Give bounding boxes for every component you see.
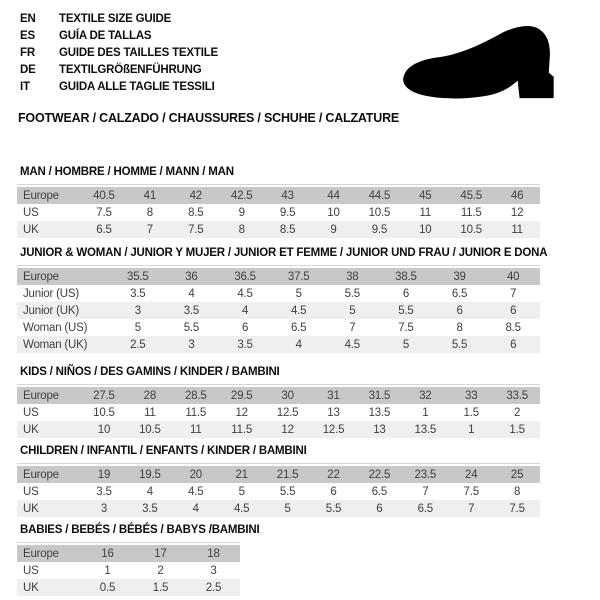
- size-value-cell: 6: [241, 321, 249, 334]
- size-value-cell: 18: [207, 547, 220, 560]
- size-value-cell: 43: [281, 189, 294, 202]
- table-row: [17, 285, 540, 302]
- size-value-cell: 4.5: [233, 502, 250, 515]
- size-value-cell: 44.5: [368, 189, 391, 202]
- size-value-cell: 1: [422, 406, 429, 419]
- size-value-cell: 6.5: [290, 321, 307, 334]
- size-value-cell: 46: [510, 189, 524, 202]
- size-value-cell: 12.5: [276, 406, 299, 419]
- row-label-cell: UK: [23, 502, 39, 515]
- size-value-cell: 32: [419, 389, 432, 402]
- size-value-cell: 5: [402, 338, 410, 351]
- size-value-cell: 4: [188, 287, 195, 300]
- row-label-cell: US: [23, 206, 39, 219]
- size-value-cell: 7.5: [509, 502, 525, 515]
- size-value-cell: 5.5: [344, 287, 360, 300]
- size-value-cell: 6: [456, 304, 463, 317]
- size-value-cell: 6.5: [417, 502, 433, 515]
- size-value-cell: 1: [468, 423, 475, 436]
- size-value-cell: 30: [281, 389, 294, 402]
- size-value-cell: 0.5: [99, 581, 116, 594]
- language-title: GUIDA ALLE TAGLIE TESSILI: [59, 81, 215, 94]
- row-label-cell: UK: [23, 581, 39, 594]
- size-value-cell: 24: [465, 468, 478, 481]
- section-title: KIDS / NIÑOS / DES GAMINS / KINDER / BAMBINI: [20, 366, 280, 378]
- table-row: [17, 336, 540, 353]
- size-value-cell: 10.5: [139, 423, 161, 436]
- size-value-cell: 7: [349, 321, 356, 334]
- size-value-cell: 35.5: [127, 270, 149, 283]
- table-row: [17, 221, 540, 238]
- size-value-cell: 5.5: [325, 502, 342, 515]
- language-row-en: [20, 10, 218, 27]
- size-value-cell: 8.5: [188, 206, 204, 219]
- size-value-cell: 2.5: [205, 581, 222, 594]
- row-label-cell: Woman (US): [23, 321, 88, 334]
- size-value-cell: 11: [189, 423, 202, 436]
- size-value-cell: 4.5: [290, 304, 307, 317]
- language-code: FR: [20, 46, 35, 59]
- size-value-cell: 23.5: [414, 468, 437, 481]
- size-value-cell: 7.5: [398, 321, 414, 334]
- size-value-cell: 22: [327, 468, 340, 481]
- size-value-cell: 5: [349, 304, 356, 317]
- language-title-list: [20, 10, 218, 96]
- row-label-cell: Europe: [23, 547, 59, 560]
- table-row: [17, 466, 540, 483]
- size-value-cell: 28.5: [184, 389, 207, 402]
- size-value-cell: 19.5: [139, 468, 161, 481]
- size-value-cell: 4: [295, 338, 302, 351]
- size-value-cell: 6: [510, 338, 517, 351]
- table-row: [17, 545, 240, 562]
- language-row-it: [20, 79, 218, 96]
- language-code: ES: [20, 29, 35, 42]
- language-code: IT: [20, 81, 30, 94]
- size-value-cell: 9.5: [279, 206, 296, 219]
- row-label-cell: Junior (UK): [23, 304, 79, 317]
- table-row: [17, 500, 540, 517]
- language-row-fr: [20, 44, 218, 61]
- size-value-cell: 7: [468, 502, 475, 515]
- section-title: JUNIOR & WOMAN / JUNIOR Y MUJER / JUNIOR ET FEMME / JUNIOR UND FRAU / JUNIOR E DONA: [20, 247, 548, 259]
- size-value-cell: 13: [373, 423, 386, 436]
- size-value-cell: 3.5: [96, 485, 112, 498]
- row-label-cell: US: [23, 564, 39, 577]
- size-value-cell: 8: [146, 206, 153, 219]
- size-value-cell: 7.5: [188, 223, 204, 236]
- table-row: [17, 204, 540, 221]
- size-value-cell: 7.5: [463, 485, 479, 498]
- size-value-cell: 7.5: [96, 206, 112, 219]
- size-value-cell: 11.5: [231, 423, 253, 436]
- size-value-cell: 40: [506, 270, 520, 283]
- size-value-cell: 31: [327, 389, 340, 402]
- size-value-cell: 5: [238, 485, 245, 498]
- size-value-cell: 36: [185, 270, 198, 283]
- category-title: FOOTWEAR / CALZADO / CHAUSSURES / SCHUHE / CALZATURE: [18, 111, 400, 125]
- size-table-babies: [17, 542, 240, 596]
- size-value-cell: 11.5: [460, 206, 482, 219]
- size-value-cell: 20: [189, 468, 202, 481]
- size-value-cell: 13: [327, 406, 340, 419]
- size-value-cell: 9: [330, 223, 337, 236]
- table-row: [17, 319, 540, 336]
- language-title: TEXTILGRÖßENFÜHRUNG: [59, 64, 202, 77]
- size-value-cell: 10.5: [460, 223, 482, 236]
- size-value-cell: 3.5: [142, 502, 158, 515]
- row-label-cell: UK: [23, 223, 39, 236]
- size-value-cell: 12: [235, 406, 248, 419]
- size-value-cell: 21.5: [276, 468, 299, 481]
- row-label-cell: UK: [23, 423, 39, 436]
- size-section-babies: [17, 524, 259, 596]
- size-value-cell: 9.5: [371, 223, 388, 236]
- size-value-cell: 1.5: [152, 581, 169, 594]
- row-label-cell: Europe: [23, 389, 59, 402]
- size-value-cell: 27.5: [93, 389, 115, 402]
- size-value-cell: 3: [188, 338, 195, 351]
- language-title: GUIDE DES TAILLES TEXTILE: [59, 46, 218, 59]
- size-value-cell: 38.5: [395, 270, 417, 283]
- language-row-de: [20, 62, 218, 79]
- table-row: [17, 187, 540, 204]
- size-section-kids: [17, 366, 540, 438]
- size-value-cell: 12: [281, 423, 294, 436]
- size-section-man: [17, 166, 540, 238]
- size-value-cell: 31.5: [368, 389, 391, 402]
- size-value-cell: 41: [143, 189, 157, 202]
- size-value-cell: 4: [192, 502, 199, 515]
- size-value-cell: 5: [284, 502, 291, 515]
- size-value-cell: 5.5: [279, 485, 296, 498]
- size-section-junior: [17, 247, 547, 353]
- size-value-cell: 22.5: [368, 468, 391, 481]
- size-value-cell: 3: [134, 304, 141, 317]
- row-label-cell: Europe: [23, 468, 59, 481]
- size-value-cell: 8.5: [279, 223, 296, 236]
- size-value-cell: 3.5: [130, 287, 146, 300]
- size-value-cell: 5.5: [451, 338, 468, 351]
- size-value-cell: 33.5: [506, 389, 528, 402]
- size-value-cell: 4.5: [344, 338, 360, 351]
- size-value-cell: 1: [104, 564, 111, 577]
- row-label-cell: US: [23, 485, 39, 498]
- row-label-cell: Europe: [23, 270, 59, 283]
- size-value-cell: 11: [419, 206, 432, 219]
- size-value-cell: 8.5: [505, 321, 521, 334]
- dress-shoe-icon: [393, 20, 578, 108]
- size-value-cell: 42.5: [230, 189, 253, 202]
- size-table-kids: [17, 384, 540, 438]
- table-row: [17, 387, 540, 404]
- size-value-cell: 5: [134, 321, 141, 334]
- size-value-cell: 28: [143, 389, 157, 402]
- section-title: CHILDREN / INFANTIL / ENFANTS / KINDER / BAMBINI: [20, 445, 307, 457]
- size-value-cell: 8: [456, 321, 463, 334]
- table-row: [17, 421, 540, 438]
- table-row: [17, 302, 540, 319]
- size-value-cell: 11.5: [185, 406, 207, 419]
- size-value-cell: 19: [97, 468, 111, 481]
- language-code: DE: [20, 64, 36, 77]
- size-table-children: [17, 463, 540, 517]
- table-row: [17, 579, 240, 596]
- size-value-cell: 8: [238, 223, 245, 236]
- table-row: [17, 562, 240, 579]
- section-title: BABIES / BEBÉS / BÉBÉS / BABYS /BAMBINI: [20, 524, 260, 536]
- size-value-cell: 10.5: [93, 406, 115, 419]
- size-value-cell: 44: [327, 189, 340, 202]
- size-value-cell: 10: [97, 423, 111, 436]
- size-value-cell: 7: [146, 223, 153, 236]
- size-value-cell: 3: [100, 502, 108, 515]
- size-value-cell: 3: [210, 564, 217, 577]
- language-row-es: [20, 27, 218, 44]
- size-value-cell: 6.5: [371, 485, 388, 498]
- size-value-cell: 38: [346, 270, 359, 283]
- size-value-cell: 3.5: [237, 338, 253, 351]
- size-value-cell: 5.5: [183, 321, 200, 334]
- size-value-cell: 2: [157, 564, 164, 577]
- section-title: MAN / HOMBRE / HOMME / MANN / MAN: [20, 166, 234, 178]
- size-value-cell: 25: [510, 468, 524, 481]
- language-code: EN: [20, 12, 36, 25]
- size-table-man: [17, 184, 540, 238]
- size-value-cell: 5.5: [398, 304, 414, 317]
- size-value-cell: 11: [144, 406, 156, 419]
- size-value-cell: 6.5: [96, 223, 112, 236]
- size-value-cell: 36.5: [234, 270, 256, 283]
- size-value-cell: 16: [101, 547, 114, 560]
- size-value-cell: 21: [235, 468, 248, 481]
- row-label-cell: US: [23, 406, 39, 419]
- size-value-cell: 12.5: [322, 423, 345, 436]
- size-value-cell: 29.5: [230, 389, 253, 402]
- language-title: GUÍA DE TALLAS: [59, 29, 152, 42]
- size-value-cell: 3.5: [183, 304, 200, 317]
- size-value-cell: 4.5: [237, 287, 253, 300]
- size-value-cell: 45.5: [460, 189, 482, 202]
- size-value-cell: 39: [453, 270, 466, 283]
- size-value-cell: 4.5: [188, 485, 204, 498]
- size-value-cell: 10: [327, 206, 340, 219]
- row-label-cell: Europe: [23, 189, 59, 202]
- table-row: [17, 268, 540, 285]
- row-label-cell: Woman (UK): [23, 338, 88, 351]
- size-value-cell: 6: [376, 502, 383, 515]
- size-value-cell: 10.5: [368, 206, 391, 219]
- table-row: [17, 483, 540, 500]
- size-value-cell: 1.5: [509, 423, 525, 436]
- size-value-cell: 7: [510, 287, 517, 300]
- size-value-cell: 11: [511, 223, 523, 236]
- size-value-cell: 8: [514, 485, 521, 498]
- size-value-cell: 4: [241, 304, 249, 317]
- size-value-cell: 6.5: [451, 287, 468, 300]
- size-value-cell: 37.5: [287, 270, 310, 283]
- size-value-cell: 1.5: [463, 406, 479, 419]
- language-title: TEXTILE SIZE GUIDE: [59, 12, 172, 25]
- size-value-cell: 4: [146, 485, 153, 498]
- size-value-cell: 6: [510, 304, 517, 317]
- size-value-cell: 10: [419, 223, 432, 236]
- row-label-cell: Junior (US): [23, 287, 79, 300]
- size-section-children: [17, 445, 540, 517]
- size-value-cell: 6: [402, 287, 410, 300]
- size-value-cell: 2.5: [130, 338, 146, 351]
- size-value-cell: 45: [419, 189, 432, 202]
- size-value-cell: 7: [422, 485, 429, 498]
- size-value-cell: 12: [510, 206, 524, 219]
- size-value-cell: 2: [514, 406, 521, 419]
- size-value-cell: 6: [330, 485, 337, 498]
- size-value-cell: 13.5: [368, 406, 391, 419]
- size-value-cell: 13.5: [414, 423, 437, 436]
- size-value-cell: 33: [465, 389, 478, 402]
- size-value-cell: 40.5: [93, 189, 115, 202]
- size-value-cell: 9: [238, 206, 245, 219]
- size-value-cell: 42: [189, 189, 202, 202]
- size-value-cell: 5: [295, 287, 302, 300]
- size-value-cell: 17: [154, 547, 167, 560]
- table-row: [17, 404, 540, 421]
- size-table-junior: [17, 265, 540, 353]
